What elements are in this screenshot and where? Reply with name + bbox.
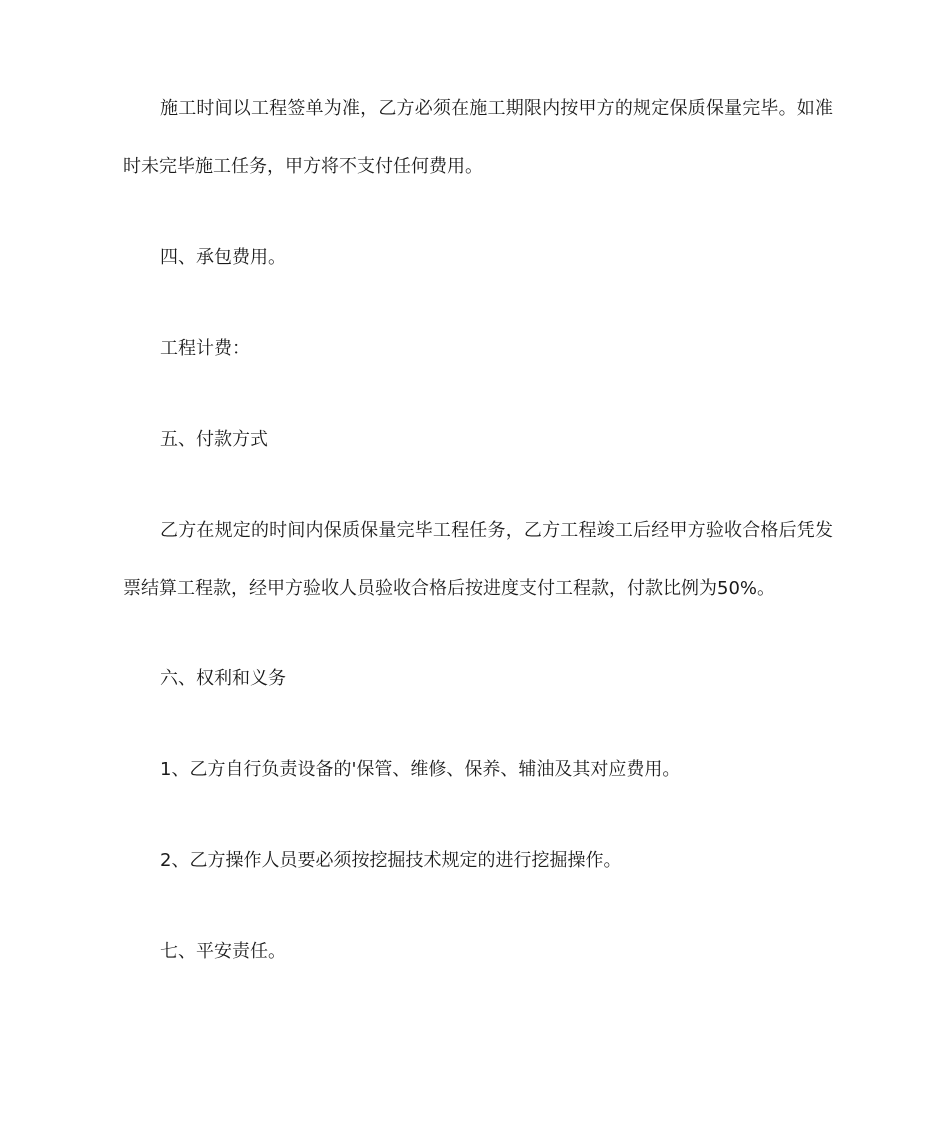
heading-rights-obligations: 六、权利和义务 [160, 668, 286, 689]
paragraph-billing: 工程计费： [160, 338, 250, 359]
heading-contract-fee: 四、承包费用。 [160, 247, 286, 268]
paragraph-payment-terms: 乙方在规定的时间内保质保量完毕工程任务，乙方工程竣工后经甲方验收合格后凭发票结算工程款，经甲方验收人员验收合格后按进度支付工程款，付款比例为50%。 [123, 520, 833, 599]
paragraph-equipment-maintenance: 1、乙方自行负责设备的'保管、维修、保养、辅油及其对应费用。 [160, 759, 681, 780]
paragraph-construction-time: 施工时间以工程签单为准，乙方必须在施工期限内按甲方的规定保质保量完毕。如准时未完毕施工任务，甲方将不支付任何费用。 [123, 98, 833, 177]
heading-safety-responsibility: 七、平安责任。 [160, 941, 286, 962]
paragraph-operation-rules: 2、乙方操作人员要必须按挖掘技术规定的进行挖掘操作。 [160, 850, 622, 871]
heading-payment-method: 五、付款方式 [160, 429, 268, 450]
